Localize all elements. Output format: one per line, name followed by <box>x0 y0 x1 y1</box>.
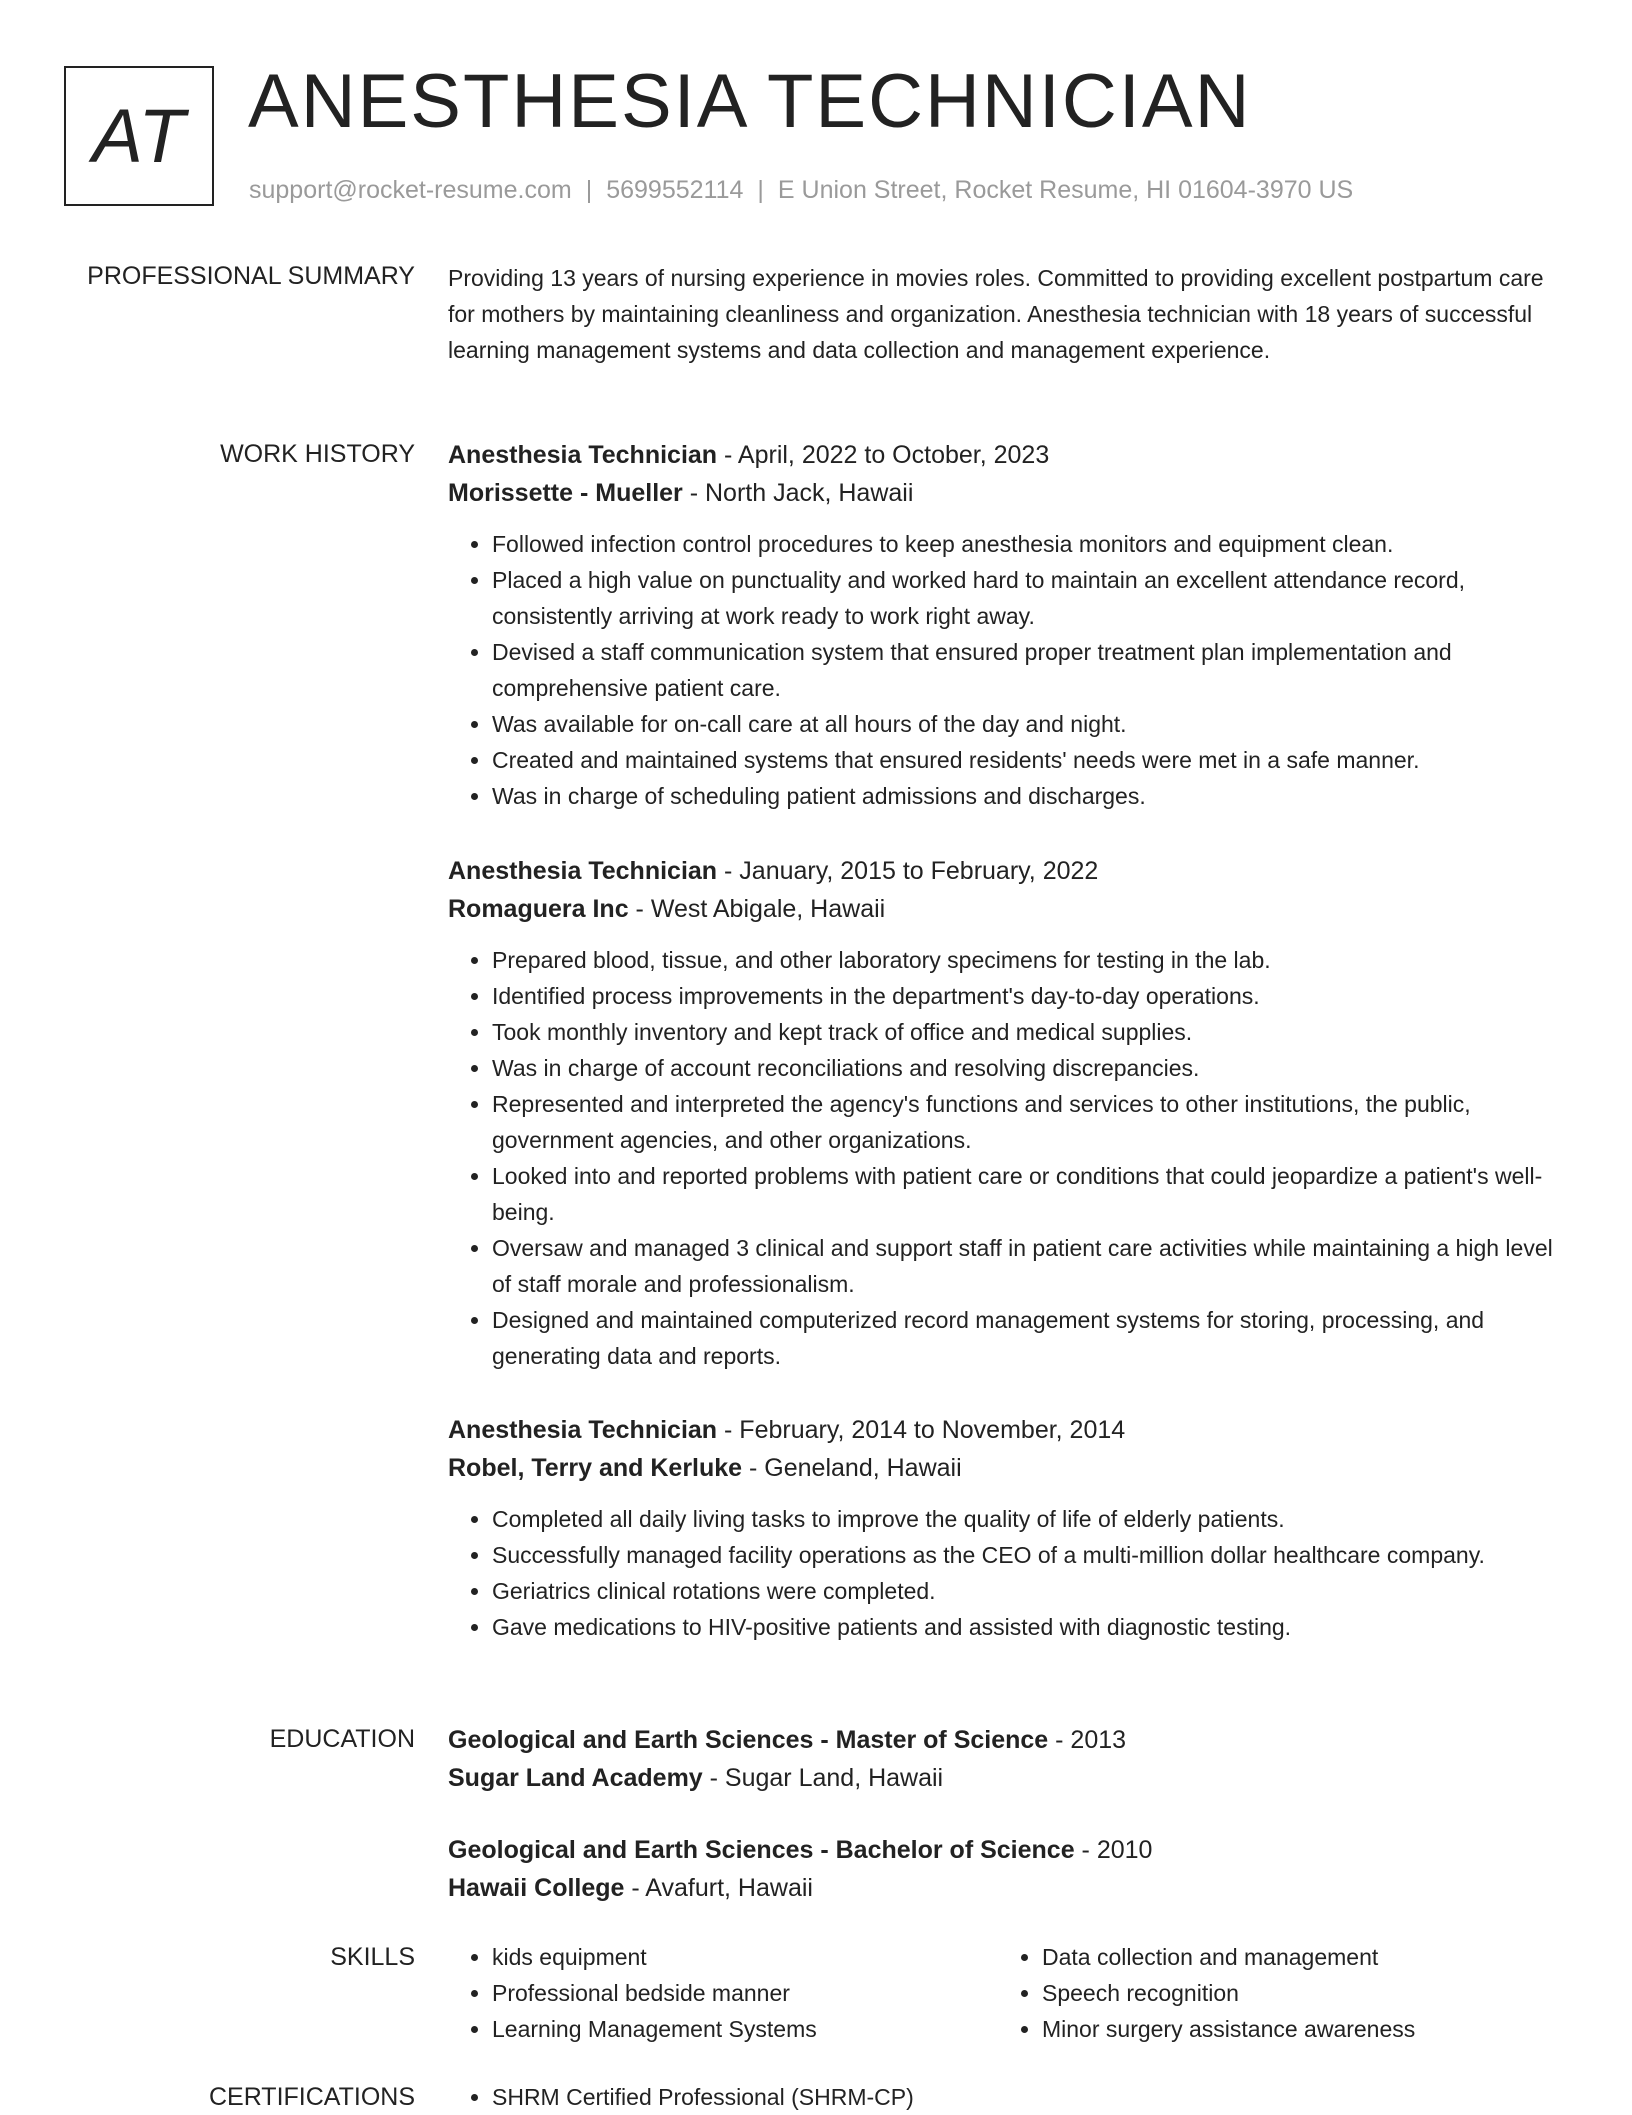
monogram-badge: AT <box>64 66 214 206</box>
summary-heading: PROFESSIONAL SUMMARY <box>87 262 415 290</box>
certifications-heading: CERTIFICATIONS <box>208 2083 415 2111</box>
job-title-line <box>448 436 1570 474</box>
job-bullet: • Looked into and reported problems with patient care or conditions that could jeopardize a patient's well-being. <box>492 1158 1570 1230</box>
job-dates: - February, 2014 to November, 2014 <box>717 1416 1126 1444</box>
job-bullets <box>448 526 1570 814</box>
degree-line <box>448 1831 1570 1869</box>
job-bullet: • Identified process improvements in the department's day-to-day operations. <box>492 978 1570 1014</box>
job-bullet: • Prepared blood, tissue, and other laboratory specimens for testing in the lab. <box>492 942 1570 978</box>
skill-item: • kids equipment <box>492 1939 998 1975</box>
job-bullet: • Followed infection control procedures to keep anesthesia monitors and equipment clean. <box>492 526 1570 562</box>
job-bullet: • Was in charge of scheduling patient admissions and discharges. <box>492 778 1570 814</box>
work-history-heading: WORK HISTORY <box>220 440 415 468</box>
job-bullet: • Geriatrics clinical rotations were completed. <box>492 1573 1570 1609</box>
job-bullet: • Took monthly inventory and kept track of office and medical supplies. <box>492 1014 1570 1050</box>
job-title: Anesthesia Technician <box>448 857 718 885</box>
summary-text: Providing 13 years of nursing experience in movies roles. Committed to providing excellent postpartum care for mothers by maintaining cleanliness and organization. Anesthesia technician with 18 years of successful learning management systems and data collection and management experience. <box>448 265 1544 363</box>
job-entry <box>448 436 1570 814</box>
skill-item: • Minor surgery assistance awareness <box>1042 2011 1548 2047</box>
job-company-line <box>448 890 1570 928</box>
job-bullet: • Designed and maintained computerized record management systems for storing, processing, and generating data and reports. <box>492 1302 1570 1374</box>
skill-item: • Learning Management Systems <box>492 2011 998 2047</box>
school-line <box>448 1759 1570 1797</box>
job-location: - North Jack, Hawaii <box>682 479 914 507</box>
job-company-line <box>448 474 1570 512</box>
job-bullet: • Placed a high value on punctuality and worked hard to maintain an excellent attendance record, consistently arriving at work ready to work right away. <box>492 562 1570 634</box>
job-bullet: • Created and maintained systems that ensured residents' needs were met in a safe manner. <box>492 742 1570 778</box>
school-name: Sugar Land Academy <box>448 1764 703 1792</box>
job-location: - Geneland, Hawaii <box>742 1454 962 1482</box>
school-name: Hawaii College <box>448 1874 625 1902</box>
job-bullet: • Successfully managed facility operations as the CEO of a multi-million dollar healthcare company. <box>492 1537 1570 1573</box>
school-line <box>448 1869 1570 1907</box>
skills-column <box>998 1939 1548 2047</box>
job-bullet: • Was in charge of account reconciliations and resolving discrepancies. <box>492 1050 1570 1086</box>
degree-year: - 2013 <box>1048 1726 1127 1754</box>
education-heading: EDUCATION <box>269 1725 415 1753</box>
job-company: Robel, Terry and Kerluke <box>448 1454 743 1482</box>
job-bullet: • Gave medications to HIV-positive patients and assisted with diagnostic testing. <box>492 1609 1570 1645</box>
school-location: - Avafurt, Hawaii <box>624 1874 813 1902</box>
job-company: Morissette - Mueller <box>448 479 683 507</box>
phone-text: 5699552114 <box>606 176 744 204</box>
education-entry <box>448 1721 1570 1797</box>
skill-item: • Data collection and management <box>1042 1939 1548 1975</box>
contact-separator: | <box>757 176 764 204</box>
education-entry <box>448 1831 1570 1907</box>
skills-column <box>448 1939 998 2047</box>
certification-item: • SHRM Certified Professional (SHRM-CP) <box>492 2079 1570 2115</box>
job-title: Anesthesia Technician <box>448 1416 718 1444</box>
skill-item: • Professional bedside manner <box>492 1975 998 2011</box>
skills-list <box>448 1939 1570 2047</box>
degree-name: Geological and Earth Sciences - Bachelor of Science <box>448 1836 1075 1864</box>
job-entry <box>448 1411 1570 1645</box>
job-bullets <box>448 1501 1570 1645</box>
job-company: Romaguera Inc <box>448 895 629 923</box>
degree-name: Geological and Earth Sciences - Master of Science <box>448 1726 1049 1754</box>
skills-heading: SKILLS <box>330 1943 415 1971</box>
job-bullets <box>448 942 1570 1374</box>
contact-separator: | <box>585 176 593 204</box>
job-bullet: • Completed all daily living tasks to improve the quality of life of elderly patients. <box>492 1501 1570 1537</box>
job-title-line <box>448 1411 1570 1449</box>
degree-line <box>448 1721 1570 1759</box>
job-bullet: • Was available for on-call care at all hours of the day and night. <box>492 706 1570 742</box>
degree-year: - 2010 <box>1074 1836 1153 1864</box>
job-bullet: • Devised a staff communication system that ensured proper treatment plan implementation and comprehensive patient care. <box>492 634 1570 706</box>
job-dates: - January, 2015 to February, 2022 <box>717 857 1099 885</box>
job-title: Anesthesia Technician <box>448 441 718 469</box>
job-entry <box>448 852 1570 1374</box>
job-title-line <box>448 852 1570 890</box>
job-location: - West Abigale, Hawaii <box>628 895 886 923</box>
job-bullet: • Oversaw and managed 3 clinical and support staff in patient care activities while maintaining a high level of staff morale and professionalism. <box>492 1230 1570 1302</box>
contact-line <box>249 174 1353 206</box>
certifications-list <box>448 2079 1570 2115</box>
job-dates: - April, 2022 to October, 2023 <box>717 441 1050 469</box>
school-location: - Sugar Land, Hawaii <box>702 1764 944 1792</box>
job-bullet: • Represented and interpreted the agency's functions and services to other institutions, the public, government agencies, and other organizations. <box>492 1086 1570 1158</box>
job-company-line <box>448 1449 1570 1487</box>
resume-title: ANESTHESIA TECHNICIAN <box>248 59 1252 144</box>
skill-item: • Speech recognition <box>1042 1975 1548 2011</box>
address-text: E Union Street, Rocket Resume, HI 01604-3970 US <box>777 176 1354 204</box>
email-text: support@rocket-resume.com <box>249 176 572 204</box>
